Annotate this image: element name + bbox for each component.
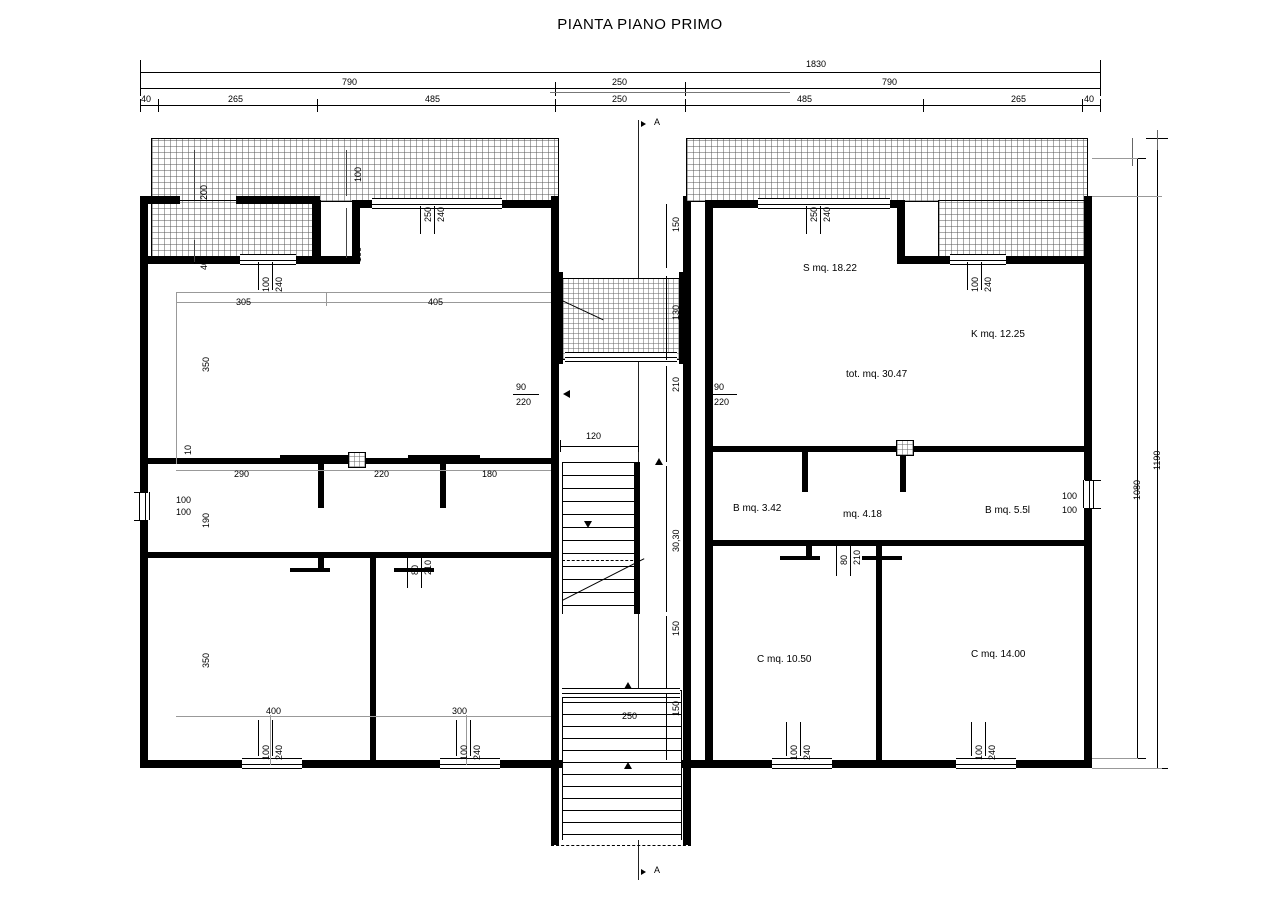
pillar-hatch-right [896, 440, 914, 456]
dim-tick [134, 520, 148, 521]
dim-line [666, 276, 667, 360]
stair-flight-upper [562, 462, 640, 614]
construction-line [1157, 130, 1158, 150]
wall-stub-right-1 [802, 452, 808, 492]
dim-300: 300 [452, 706, 468, 716]
opening-100-side-r1: 100 [1062, 491, 1078, 501]
dim-band3-1: 265 [228, 94, 244, 104]
door-arrow-right [684, 390, 691, 398]
wall-stub-left-3b [290, 568, 330, 572]
dim-line-band3 [140, 105, 1100, 106]
wall-stub-right-3b [780, 556, 820, 560]
ext-line [555, 99, 556, 112]
dim-150a: 150 [671, 216, 681, 232]
dim-tick [560, 440, 561, 452]
wall-stub-right-2 [900, 452, 906, 492]
construction-line [176, 292, 177, 464]
landing-hatch [562, 278, 682, 360]
window-right-terrace [950, 254, 1006, 265]
dim-tick [981, 262, 982, 290]
opening-100-br: 100 [789, 744, 799, 760]
construction-line [176, 302, 552, 303]
dim-band3-2: 485 [425, 94, 441, 104]
opening-80-right: 80 [839, 554, 849, 565]
opening-90-left: 90 [516, 382, 527, 392]
dim-tick [407, 556, 408, 588]
stair-door-bottom [562, 688, 680, 698]
dim-band3-5: 265 [1011, 94, 1027, 104]
opening-210-left: 210 [423, 559, 433, 575]
dim-150b: 150 [671, 620, 681, 636]
section-arrow-bottom [641, 869, 646, 875]
door-arrow-left [563, 390, 570, 398]
dim-tick [806, 206, 807, 234]
wall-core-ext-left [551, 760, 559, 845]
wall-exterior-bottom-right [683, 760, 1092, 768]
ext-line [1100, 60, 1101, 84]
ext-line [923, 99, 924, 112]
dim-405: 405 [428, 297, 444, 307]
wall-stub-right-2b [880, 446, 952, 450]
opening-240-br2: 240 [987, 744, 997, 760]
wall-partition-v-left [370, 556, 376, 762]
opening-100-right: 100 [970, 276, 980, 292]
opening-240-bl2: 240 [472, 744, 482, 760]
construction-line [1092, 768, 1162, 769]
stair-stringer [634, 462, 639, 614]
dim-line-overall [140, 72, 1100, 73]
wall-notch-v [312, 196, 320, 262]
dim-line [666, 694, 667, 760]
construction-line [326, 292, 327, 306]
wall-right-upper [1084, 196, 1092, 264]
construction-line [1092, 158, 1138, 159]
dim-150c: 150 [671, 700, 681, 716]
dim-1190-label: 1190 [1152, 450, 1162, 470]
dim-tick [1085, 508, 1101, 509]
dim-band3-6: 40 [1084, 94, 1095, 104]
opening-100-left: 100 [261, 276, 271, 292]
dim-line [666, 466, 667, 612]
dim-tick [456, 720, 457, 756]
stair-arrow-up-2 [624, 682, 632, 689]
opening-80-left: 80 [410, 564, 420, 575]
dim-130: 130 [671, 304, 681, 320]
opening-240-right: 240 [822, 206, 832, 222]
dim-350a: 350 [201, 356, 211, 372]
dim-band3-4: 485 [797, 94, 813, 104]
opening-100-bl2: 100 [459, 744, 469, 760]
opening-240-right2: 240 [983, 276, 993, 292]
dim-tick [985, 722, 986, 756]
dim-180: 180 [482, 469, 498, 479]
ext-line [346, 150, 347, 196]
core-bottom-dashed [551, 845, 691, 846]
dim-tick [272, 720, 273, 756]
wall-notch-right-v [897, 200, 905, 260]
dim-100a: 100 [353, 166, 363, 182]
window-left-terrace [240, 254, 296, 265]
page-title: PIANTA PIANO PRIMO [557, 16, 723, 33]
window-right-side [1083, 480, 1094, 508]
ext-line [1100, 99, 1101, 112]
dim-tick [1085, 480, 1101, 481]
ext-line [158, 99, 159, 112]
dim-10: 10 [183, 444, 193, 455]
construction-line [1092, 758, 1138, 759]
construction-line [1092, 196, 1162, 197]
opening-100-br2: 100 [974, 744, 984, 760]
dim-tick [786, 722, 787, 756]
dim-3030: 30,30 [671, 529, 681, 552]
dim-1080-label: 1080 [1132, 479, 1142, 500]
dim-overall-label: 1830 [806, 59, 827, 69]
dim-40: 40 [199, 259, 209, 270]
dim-tick [820, 206, 821, 234]
terrace-hatch-right [686, 138, 1088, 202]
dim-tick [272, 262, 273, 290]
wall-exterior-left [140, 196, 148, 768]
stair-arrow-up-3 [624, 762, 632, 769]
dim-tick [258, 262, 259, 290]
ext-line [140, 60, 141, 84]
room-label-c1: C mq. 10.50 [757, 654, 812, 665]
opening-100-bl: 100 [261, 744, 271, 760]
wall-landing-left [551, 272, 563, 364]
room-label-b1: B mq. 3.42 [733, 503, 782, 514]
opening-250-right: 250 [809, 206, 819, 222]
dim-tick [134, 492, 148, 493]
dim-tick [638, 440, 639, 452]
opening-100-side-b: 100 [176, 507, 192, 517]
dim-line [666, 204, 667, 268]
dim-band2-2: 790 [882, 77, 898, 87]
dim-line-band2 [140, 88, 1100, 89]
dim-120: 120 [586, 431, 602, 441]
ext-line [194, 240, 195, 262]
room-label-tot: tot. mq. 30.47 [846, 369, 908, 380]
wall-top-left-b [236, 196, 320, 204]
construction-line [176, 292, 552, 293]
dim-190: 190 [201, 512, 211, 528]
wall-partition-h2-right [706, 540, 1086, 546]
dim-line [666, 616, 667, 688]
dim-210a: 210 [671, 376, 681, 392]
dim-tick [513, 394, 539, 395]
dim-350b: 350 [201, 652, 211, 668]
dim-400: 400 [266, 706, 282, 716]
stair-break-dashed [562, 560, 638, 561]
dim-band3-3: 250 [612, 94, 628, 104]
opening-210-right: 210 [852, 549, 862, 565]
dim-tick [967, 262, 968, 290]
dim-305: 305 [236, 297, 252, 307]
section-mark-top-label: A [654, 117, 661, 127]
window-left-bottom-2 [440, 758, 500, 769]
window-left-side [139, 492, 150, 520]
dim-220c: 220 [374, 469, 390, 479]
dim-band3-0: 40 [141, 94, 152, 104]
stair-arrow-down [584, 521, 592, 528]
dim-tick [971, 722, 972, 756]
window-right-bottom-2 [956, 758, 1016, 769]
opening-240-br: 240 [802, 744, 812, 760]
dim-band2-1: 250 [612, 77, 628, 87]
wall-partition-h2-left [148, 552, 552, 558]
dim-line [666, 366, 667, 462]
room-label-b2: B mq. 5.5l [985, 505, 1031, 516]
room-label-c2: C mq. 14.00 [971, 649, 1026, 660]
dim-tick [258, 720, 259, 756]
dim-100b: 100 [353, 246, 363, 262]
section-arrow-top [641, 121, 646, 127]
opening-250-left: 250 [423, 206, 433, 222]
dim-tick [850, 544, 851, 576]
pillar-hatch-left [348, 452, 366, 468]
room-label-s: S mq. 18.22 [803, 263, 857, 274]
opening-240-left2: 240 [436, 206, 446, 222]
ext-line [685, 99, 686, 112]
ext-line [194, 150, 195, 200]
room-label-k: K mq. 12.25 [971, 329, 1025, 340]
ext-line [1100, 82, 1101, 96]
dim-290: 290 [234, 469, 250, 479]
section-mark-bottom-label: A [654, 865, 661, 875]
dim-tick [421, 556, 422, 588]
wall-core-ext-right [683, 760, 691, 845]
dim-band2-0: 790 [342, 77, 358, 87]
wall-partition-v-right [876, 544, 882, 762]
room-label-mq418: mq. 4.18 [843, 509, 882, 520]
dim-tick [800, 722, 801, 756]
opening-100-side-r2: 100 [1062, 505, 1078, 515]
ext-line [555, 82, 556, 96]
dim-tick [711, 394, 737, 395]
wall-top-left-a [140, 196, 180, 204]
wall-stub-right-1b [770, 446, 842, 450]
construction-line [550, 92, 790, 93]
dim-tick [420, 206, 421, 234]
dim-250c: 250 [622, 711, 638, 721]
dim-tick [434, 206, 435, 234]
opening-220-left: 220 [516, 397, 532, 407]
opening-240-left: 240 [274, 276, 284, 292]
construction-line [176, 716, 552, 717]
dim-200: 200 [199, 184, 209, 200]
wall-inner-right-core [705, 200, 713, 768]
opening-90-right: 90 [714, 382, 725, 392]
stair-arrow-up [655, 458, 663, 465]
window-left-bottom-1 [242, 758, 302, 769]
dim-line-120 [560, 446, 638, 447]
ext-line [317, 99, 318, 112]
construction-line [1132, 138, 1133, 166]
window-landing [565, 352, 677, 362]
ext-line [346, 208, 347, 258]
ext-line [685, 82, 686, 96]
opening-240-bl: 240 [274, 744, 284, 760]
ext-line [1082, 99, 1083, 112]
wall-stub-left-2b [408, 455, 480, 459]
opening-100-side-a: 100 [176, 495, 192, 505]
dim-line-1080 [1137, 158, 1138, 758]
opening-220-right: 220 [714, 397, 730, 407]
wall-stub-right-4 [862, 556, 902, 560]
dim-tick [836, 544, 837, 576]
dim-tick [470, 720, 471, 756]
